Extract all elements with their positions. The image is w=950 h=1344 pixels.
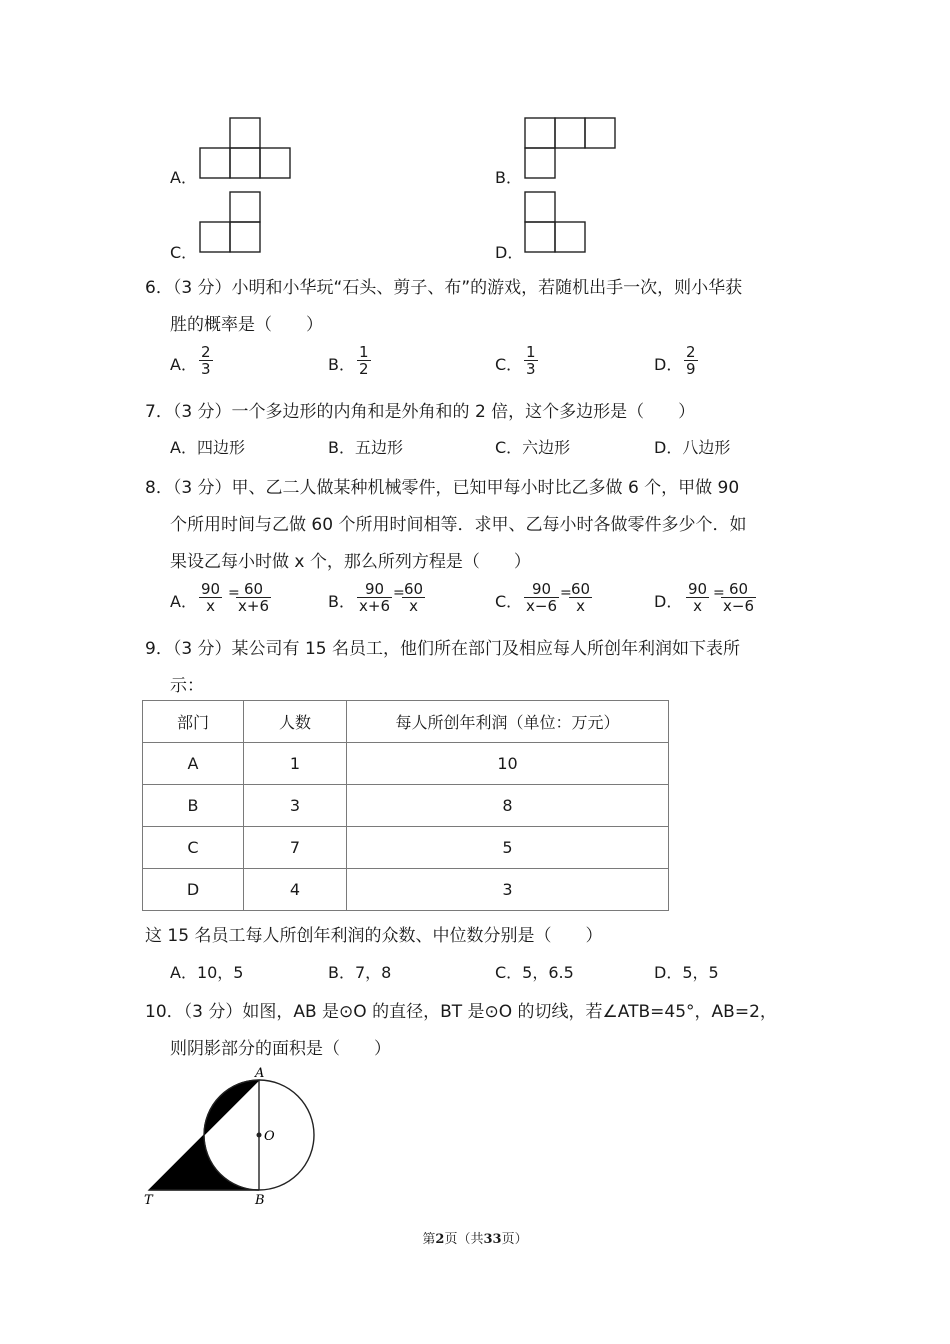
table-cell: 1 xyxy=(244,743,347,785)
question-9-prompt: 这 15 名员工每人所创年利润的众数、中位数分别是（ ） xyxy=(145,926,603,946)
footer-mid: 页（共 xyxy=(444,1232,484,1247)
option-letter: B． xyxy=(495,168,522,187)
option-letter: C． xyxy=(495,355,523,374)
equation-left-fraction xyxy=(357,581,392,614)
q7-option-b: B．五边形 xyxy=(328,438,403,457)
denominator: 3 xyxy=(201,360,211,378)
question-8-text-cont: 个所用时间与乙做 60 个所用时间相等．求甲、乙每小时各做零件多少个．如 xyxy=(170,515,747,535)
numerator: 90 xyxy=(364,580,385,598)
equals-sign: = xyxy=(713,585,725,601)
question-6-text: 6．（3 分）小明和小华玩“石头、剪子、布”的游戏，若随机出手一次，则小华获 xyxy=(145,278,743,298)
table-header-row xyxy=(143,701,669,743)
table-row xyxy=(143,743,669,785)
fraction xyxy=(199,344,213,377)
label-t: T xyxy=(144,1193,153,1207)
table-row xyxy=(143,785,669,827)
footer-suffix: 页） xyxy=(501,1232,528,1247)
label-o: O xyxy=(264,1129,275,1144)
net-diagram-b xyxy=(523,116,619,180)
option-letter: B． xyxy=(328,355,355,374)
table-cell: 5 xyxy=(347,827,669,869)
table-cell: C xyxy=(143,827,244,869)
question-8-text: 8．（3 分）甲、乙二人做某种机械零件，已知甲每小时比乙多做 6 个，甲做 90 xyxy=(145,478,740,498)
circle-tangent-figure xyxy=(140,1062,325,1207)
equals-sign: = xyxy=(393,585,405,601)
equals-sign: = xyxy=(560,585,572,601)
denominator: 2 xyxy=(359,360,369,378)
denominator: 9 xyxy=(686,360,696,378)
question-9-text: 9．（3 分）某公司有 15 名员工，他们所在部门及相应每人所创年利润如下表所 xyxy=(145,639,740,659)
equation-left-fraction xyxy=(686,581,709,614)
question-6-text-cont: 胜的概率是（ ） xyxy=(170,315,323,335)
table-cell: 3 xyxy=(347,869,669,911)
numerator: 1 xyxy=(359,343,369,361)
option-letter: D． xyxy=(495,243,524,262)
label-a: A xyxy=(255,1066,265,1081)
q9-option-d: D．5，5 xyxy=(654,963,719,982)
equation-left-fraction xyxy=(524,581,559,614)
page-footer xyxy=(0,1228,950,1247)
footer-prefix: 第 xyxy=(422,1232,436,1247)
q7-option-a: A．四边形 xyxy=(170,438,245,457)
fraction xyxy=(684,344,698,377)
table-cell: 7 xyxy=(244,827,347,869)
option-letter: D． xyxy=(654,592,683,611)
table-cell: 8 xyxy=(347,785,669,827)
table-cell: 4 xyxy=(244,869,347,911)
numerator: 60 xyxy=(728,580,749,598)
numerator: 90 xyxy=(531,580,552,598)
equation-left-fraction xyxy=(199,581,222,614)
fraction xyxy=(524,344,538,377)
table-cell: A xyxy=(143,743,244,785)
denominator: x xyxy=(576,597,585,615)
numerator: 2 xyxy=(686,343,696,361)
question-7-text: 7．（3 分）一个多边形的内角和是外角和的 2 倍，这个多边形是（ ） xyxy=(145,402,696,422)
footer-total-pages: 33 xyxy=(483,1232,502,1247)
equation-right-fraction xyxy=(402,581,425,614)
denominator: x−6 xyxy=(526,597,557,615)
center-point xyxy=(257,1133,262,1138)
table-cell: 10 xyxy=(347,743,669,785)
fraction xyxy=(357,344,371,377)
question-10-text-cont: 则阴影部分的面积是（ ） xyxy=(170,1039,391,1059)
table-cell: B xyxy=(143,785,244,827)
table-cell: D xyxy=(143,869,244,911)
equation-right-fraction xyxy=(569,581,592,614)
option-letter: C． xyxy=(495,592,523,611)
option-letter: A． xyxy=(170,168,197,187)
table-header-cell: 部门 xyxy=(143,701,244,743)
q9-option-c: C．5，6.5 xyxy=(495,963,574,982)
option-letter: A． xyxy=(170,592,197,611)
equation-right-fraction xyxy=(236,581,271,614)
question-10-text: 10．（3 分）如图，AB 是⊙O 的直径，BT 是⊙O 的切线，若∠ATB=45°，AB=2， xyxy=(145,1002,777,1022)
table-header-cell: 每人所创年利润（单位：万元） xyxy=(347,701,669,743)
option-letter: A． xyxy=(170,355,197,374)
q9-option-a: A．10，5 xyxy=(170,963,244,982)
numerator: 90 xyxy=(201,580,221,598)
net-diagram-d xyxy=(523,190,589,254)
denominator: x xyxy=(409,597,418,615)
q9-option-b: B．7，8 xyxy=(328,963,392,982)
equals-sign: = xyxy=(228,585,240,601)
question-8-text-cont2: 果设乙每小时做 x 个，那么所列方程是（ ） xyxy=(170,552,531,572)
table-row xyxy=(143,827,669,869)
net-diagram-a xyxy=(198,116,294,180)
option-letter: D． xyxy=(654,355,683,374)
label-b: B xyxy=(255,1193,265,1207)
denominator: x xyxy=(693,597,702,615)
footer-page-number: 2 xyxy=(435,1232,445,1247)
question-9-text-cont: 示： xyxy=(170,676,204,696)
denominator: x−6 xyxy=(723,597,754,615)
profit-table xyxy=(142,700,669,911)
option-letter: B． xyxy=(328,592,355,611)
numerator: 2 xyxy=(201,343,211,361)
table-cell: 3 xyxy=(244,785,347,827)
denominator: x xyxy=(206,597,215,615)
denominator: x+6 xyxy=(359,597,390,615)
table-header-cell: 人数 xyxy=(244,701,347,743)
numerator: 60 xyxy=(571,580,591,598)
denominator: x+6 xyxy=(238,597,269,615)
denominator: 3 xyxy=(526,360,536,378)
q7-option-c: C．六边形 xyxy=(495,438,571,457)
q7-option-d: D．八边形 xyxy=(654,438,731,457)
equation-right-fraction xyxy=(721,581,756,614)
table-row xyxy=(143,869,669,911)
numerator: 60 xyxy=(404,580,424,598)
option-letter: C． xyxy=(170,243,198,262)
numerator: 1 xyxy=(526,343,536,361)
numerator: 90 xyxy=(688,580,708,598)
net-diagram-c xyxy=(198,190,264,254)
numerator: 60 xyxy=(243,580,264,598)
